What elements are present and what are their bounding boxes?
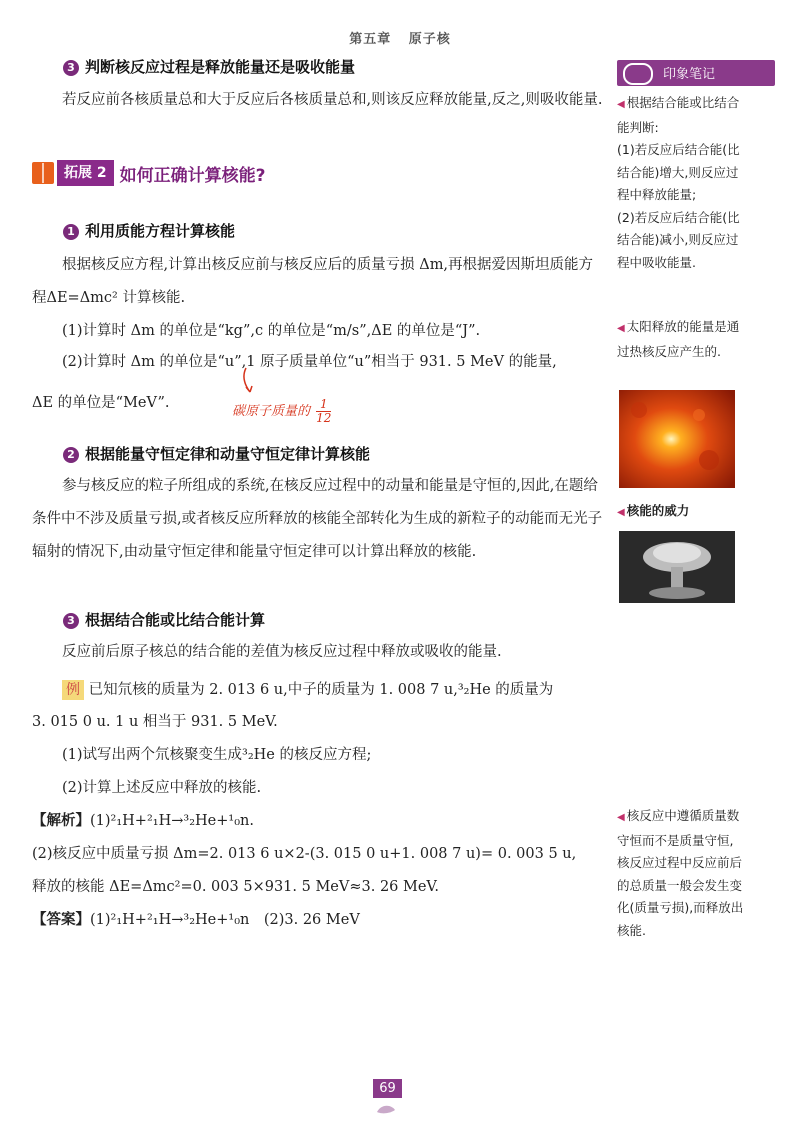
handwritten-annotation bbox=[232, 398, 331, 425]
section-number-badge: 1 bbox=[63, 224, 79, 240]
sun-image bbox=[619, 390, 735, 488]
note-text: 太阳释放的能量是通过热核反应产生的. bbox=[617, 319, 740, 359]
fraction-denominator: 12 bbox=[316, 411, 332, 425]
note-case-1: (1)若反应后结合能(比结合能)增大,则反应过程中释放能量; bbox=[617, 142, 740, 202]
note-sun bbox=[617, 316, 745, 363]
paragraph-conservation: 参与核反应的粒子所组成的系统,在核反应过程中的动量和能量是守恒的,因此,在题给条件中不涉及质量亏损,或者核反应所释放的核能全部转化为生成的新粒子的动能而无光子辐射的情况下,由动量守恒定律和能量守恒定律可以计算出释放的核能. bbox=[32, 478, 603, 560]
triangle-marker-icon: ◀ bbox=[617, 99, 625, 110]
analysis-line-3: 释放的核能 ΔE=Δmc²=0. 003 5×931. 5 MeV≈3. 26 MeV. bbox=[32, 879, 439, 895]
notes-title: 印象笔记 bbox=[663, 67, 716, 82]
example-text-1: 已知氘核的质量为 2. 013 6 u,中子的质量为 1. 008 7 u,³₂He 的质量为 bbox=[88, 682, 554, 698]
example-line-1 bbox=[62, 674, 607, 707]
running-header bbox=[0, 28, 800, 47]
expansion-banner bbox=[32, 160, 266, 186]
answer-line bbox=[32, 904, 604, 937]
section-number-badge: 3 bbox=[63, 60, 79, 76]
section-title: 根据能量守恒定律和动量守恒定律计算核能 bbox=[85, 445, 371, 463]
paragraph-judge: 若反应前各核质量总和大于反应后各核质量总和,则该反应释放能量,反之,则吸收能量. bbox=[62, 92, 603, 108]
analysis-line-2: (2)核反应中质量亏损 Δm=2. 013 6 u×2-(3. 015 0 u+1. 008 7 u)= 0. 003 5 u, bbox=[32, 846, 577, 862]
notes-header bbox=[617, 60, 775, 86]
expansion-title: 如何正确计算核能? bbox=[119, 165, 266, 186]
note-text: 根据结合能或比结合能判断: bbox=[617, 95, 740, 135]
paragraph-binding-energy: 反应前后原子核总的结合能的差值为核反应过程中释放或吸收的能量. bbox=[62, 644, 502, 660]
paragraph-kg-units: (1)计算时 Δm 的单位是“kg”,c 的单位是“m/s”,ΔE 的单位是“J”. bbox=[62, 323, 481, 339]
triangle-marker-icon: ◀ bbox=[617, 507, 625, 518]
note-nuclear-power bbox=[617, 500, 745, 525]
example-label: 例 bbox=[62, 680, 84, 700]
chapter-title: 原子核 bbox=[408, 32, 451, 47]
analysis-line-1 bbox=[32, 805, 604, 838]
note-text: 核反应中遵循质量数守恒而不是质量守恒,核反应过程中反应前后的总质量一般会发生变化(质量亏损),而释放出核能. bbox=[617, 808, 744, 938]
note-binding-energy bbox=[617, 92, 745, 274]
analysis-text-1: (1)²₁H+²₁H→³₂He+¹₀n. bbox=[90, 813, 254, 829]
section-heading-binding-energy bbox=[63, 609, 265, 630]
triangle-marker-icon: ◀ bbox=[617, 323, 625, 334]
leaf-icon bbox=[375, 1104, 397, 1116]
cloud-icon bbox=[623, 63, 653, 85]
note-mass-conservation bbox=[617, 805, 745, 942]
paragraph-mass-energy: 根据核反应方程,计算出核反应前与核反应后的质量亏损 Δm,再根据爱因斯坦质能方程ΔE=Δmc² 计算核能. bbox=[32, 257, 594, 306]
handwritten-text: 碳原子质量的 bbox=[232, 404, 311, 419]
paragraph-mev-unit: ΔE 的单位是“MeV”. bbox=[32, 395, 170, 411]
paragraph-u-units: (2)计算时 Δm 的单位是“u”,1 原子质量单位“u”相当于 931. 5 MeV 的能量, bbox=[62, 354, 557, 370]
expansion-tag: 拓展 2 bbox=[57, 160, 114, 186]
page-number: 69 bbox=[373, 1079, 402, 1098]
section-number-badge: 3 bbox=[63, 613, 79, 629]
example-question-1: (1)试写出两个氘核聚变生成³₂He 的核反应方程; bbox=[62, 747, 372, 763]
section-number-badge: 2 bbox=[63, 447, 79, 463]
section-heading-judge bbox=[63, 56, 355, 77]
book-icon bbox=[32, 162, 54, 184]
section-heading-conservation bbox=[63, 443, 370, 464]
note-case-2: (2)若反应后结合能(比结合能)减小,则反应过程中吸收能量. bbox=[617, 209, 740, 270]
answer-text: (1)²₁H+²₁H→³₂He+¹₀n (2)3. 26 MeV bbox=[90, 912, 360, 928]
section-heading-mass-energy bbox=[63, 220, 235, 241]
mushroom-cloud-image bbox=[619, 531, 735, 603]
fraction-numerator: 1 bbox=[316, 398, 331, 412]
section-title: 根据结合能或比结合能计算 bbox=[85, 611, 266, 629]
chapter-label: 第五章 bbox=[349, 32, 392, 47]
handwritten-fraction bbox=[316, 398, 331, 425]
triangle-marker-icon: ◀ bbox=[617, 812, 625, 823]
section-title: 判断核反应过程是释放能量还是吸收能量 bbox=[85, 58, 356, 76]
handwritten-arrow bbox=[240, 366, 260, 396]
example-question-2: (2)计算上述反应中释放的核能. bbox=[62, 780, 262, 796]
example-line-2: 3. 015 0 u. 1 u 相当于 931. 5 MeV. bbox=[32, 714, 278, 730]
analysis-label: 【解析】 bbox=[32, 813, 90, 829]
answer-label: 【答案】 bbox=[32, 912, 90, 928]
section-title: 利用质能方程计算核能 bbox=[85, 222, 236, 240]
note-text: 核能的威力 bbox=[626, 503, 690, 518]
